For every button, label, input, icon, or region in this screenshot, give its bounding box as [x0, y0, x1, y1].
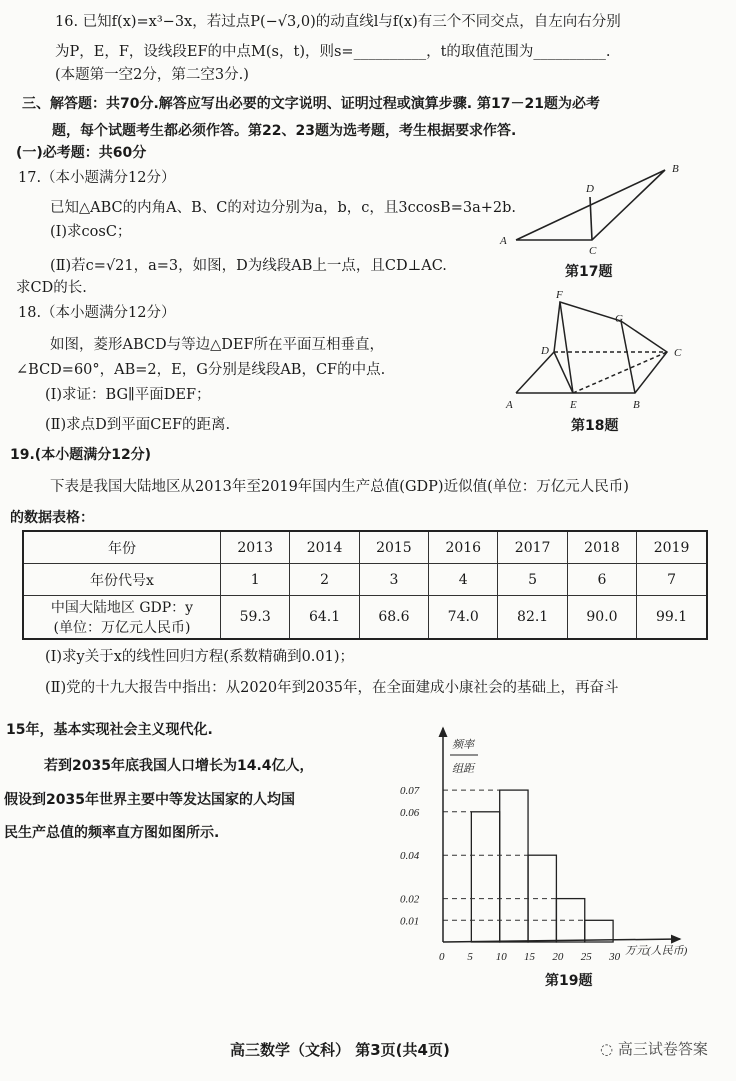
row-header-code: 年份代号x	[23, 564, 221, 596]
y-tick-label: 0.06	[400, 806, 420, 819]
q18-head: 18.（本小题满分12分）	[18, 305, 176, 321]
q16-line1: 16. 已知f(x)=x³−3x，若过点P(−√3,0)的动直线l与f(x)有三个不同交点，自左向右分别	[55, 14, 621, 30]
q17-part1: (Ⅰ)求cosC；	[50, 224, 132, 240]
x-tick-label: 10	[495, 951, 507, 963]
y-tick-label: 0.07	[400, 785, 420, 798]
q18-line2: ∠BCD=60°，AB=2，E，G分别是线段AB，CF的中点.	[16, 362, 386, 378]
fig18-caption: 第18题	[571, 418, 619, 434]
year-cell: 2019	[637, 531, 707, 564]
year-cell: 2013	[221, 531, 290, 564]
gdp-cell: 99.1	[637, 596, 707, 640]
code-cell: 5	[498, 564, 567, 596]
year-cell: 2018	[567, 531, 636, 564]
table-row	[23, 596, 707, 640]
gdp-unit: (单位：万亿元人民币)	[53, 620, 191, 636]
code-cell: 6	[567, 564, 636, 596]
fig18-label-a: A	[506, 399, 513, 411]
q17-head: 17.（本小题满分12分）	[18, 170, 176, 186]
fig18-label-e: E	[570, 399, 577, 411]
code-cell: 2	[290, 564, 359, 596]
year-cell: 2016	[429, 531, 498, 564]
gdp-cell: 68.6	[359, 596, 428, 640]
q19-line3: 15年，基本实现社会主义现代化.	[6, 722, 213, 738]
q17-line1: 已知△ABC的内角A、B、C的对边分别为a，b，c，且3ccosB=3a+2b.	[50, 200, 516, 216]
histogram-bar	[585, 920, 613, 942]
y-tick-label: 0.04	[400, 850, 420, 863]
gdp-label: 中国大陆地区 GDP：y	[50, 600, 194, 616]
x-tick-label: 0	[439, 951, 445, 963]
row-header-year: 年份	[23, 531, 221, 564]
q18-line1: 如图，菱形ABCD与等边△DEF所在平面互相垂直，	[50, 337, 385, 353]
fig18-label-d: D	[541, 345, 549, 357]
y-tick-label: 0.02	[400, 893, 420, 906]
y-tick-label: 0.01	[400, 915, 420, 928]
x-tick-label: 15	[524, 951, 536, 963]
year-cell: 2015	[359, 531, 428, 564]
section3-line2: 题，每个试题考生都必须作答。第22、23题为选考题，考生根据要求作答.	[52, 123, 517, 139]
x-tick-label: 5	[467, 951, 473, 963]
gdp-cell: 90.0	[567, 596, 636, 640]
q16-line3: (本题第一空2分，第二空3分.)	[55, 67, 249, 83]
x-tick-label: 30	[609, 951, 621, 963]
code-cell: 3	[359, 564, 428, 596]
fig18-label-c: C	[674, 347, 682, 359]
gdp-table	[22, 530, 708, 640]
figure-18	[516, 302, 667, 393]
watermark	[600, 1038, 708, 1059]
row-header-gdp	[23, 596, 221, 640]
q17-part2: (Ⅱ)若c=√21，a=3，如图，D为线段AB上一点，且CD⊥AC.	[50, 258, 447, 274]
code-cell: 1	[221, 564, 290, 596]
fig19-caption: 第19题	[545, 973, 593, 989]
q19-line2: 的数据表格：	[10, 510, 94, 526]
code-cell: 4	[429, 564, 498, 596]
x-tick-label: 20	[552, 951, 564, 963]
q16-line2: 为P，E，F，设线段EF的中点M(s，t)，则s=__________，t的取值范围为__________.	[55, 44, 611, 60]
year-cell: 2014	[290, 531, 359, 564]
fig17-caption: 第17题	[565, 264, 613, 280]
q19-line1: 下表是我国大陆地区从2013年至2019年国内生产总值(GDP)近似值(单位：万亿元人民币)	[50, 479, 629, 495]
section3-line1: 三、解答题：共70分.解答应写出必要的文字说明、证明过程或演算步骤. 第17－21题为必考	[22, 96, 600, 112]
figure-17	[516, 170, 665, 240]
gdp-cell: 74.0	[429, 596, 498, 640]
histogram-bar	[500, 790, 528, 942]
watermark-text: 高三试卷答案	[617, 1040, 708, 1058]
page-footer: 高三数学（文科） 第3页(共4页)	[230, 1041, 450, 1059]
gdp-cell: 64.1	[290, 596, 359, 640]
fig17-label-c: C	[589, 245, 597, 257]
q19-line6: 民生产总值的频率直方图如图所示.	[4, 825, 220, 841]
q19-line4: 若到2035年底我国人口增长为14.4亿人，	[44, 758, 314, 774]
y-axis-label-bottom: 组距	[452, 763, 474, 775]
fig18-label-g: G	[615, 313, 623, 325]
histogram	[380, 720, 736, 980]
fig17-label-b: B	[672, 163, 679, 175]
x-tick-label: 25	[580, 951, 592, 963]
q18-part2: (Ⅱ)求点D到平面CEF的距离.	[45, 417, 231, 433]
fig17-label-d: D	[586, 183, 594, 195]
q19-part1: (Ⅰ)求y关于x的线性回归方程(系数精确到0.01)；	[45, 649, 355, 665]
x-axis-label: 万元(人民币)	[625, 945, 688, 957]
fig18-label-b: B	[633, 399, 640, 411]
q17-line4: 求CD的长.	[16, 280, 87, 296]
gdp-cell: 59.3	[221, 596, 290, 640]
q18-part1: (Ⅰ)求证：BG∥平面DEF；	[45, 387, 211, 403]
section-required: (一)必考题：共60分	[16, 145, 147, 161]
q19-part2: (Ⅱ)党的十九大报告中指出：从2020年到2035年，在全面建成小康社会的基础上，再奋斗	[45, 680, 619, 696]
table-row	[23, 531, 707, 564]
q19-line5: 假设到2035年世界主要中等发达国家的人均国	[4, 792, 295, 808]
year-cell: 2017	[498, 531, 567, 564]
histogram-bar	[471, 812, 499, 942]
gdp-cell: 82.1	[498, 596, 567, 640]
fig17-label-a: A	[500, 235, 507, 247]
code-cell: 7	[637, 564, 707, 596]
q19-head: 19.(本小题满分12分)	[10, 447, 152, 463]
table-row	[23, 564, 707, 596]
wechat-icon: ◌	[600, 1040, 618, 1058]
fig18-label-f: F	[556, 289, 563, 301]
y-axis-label-top: 频率	[452, 739, 474, 751]
